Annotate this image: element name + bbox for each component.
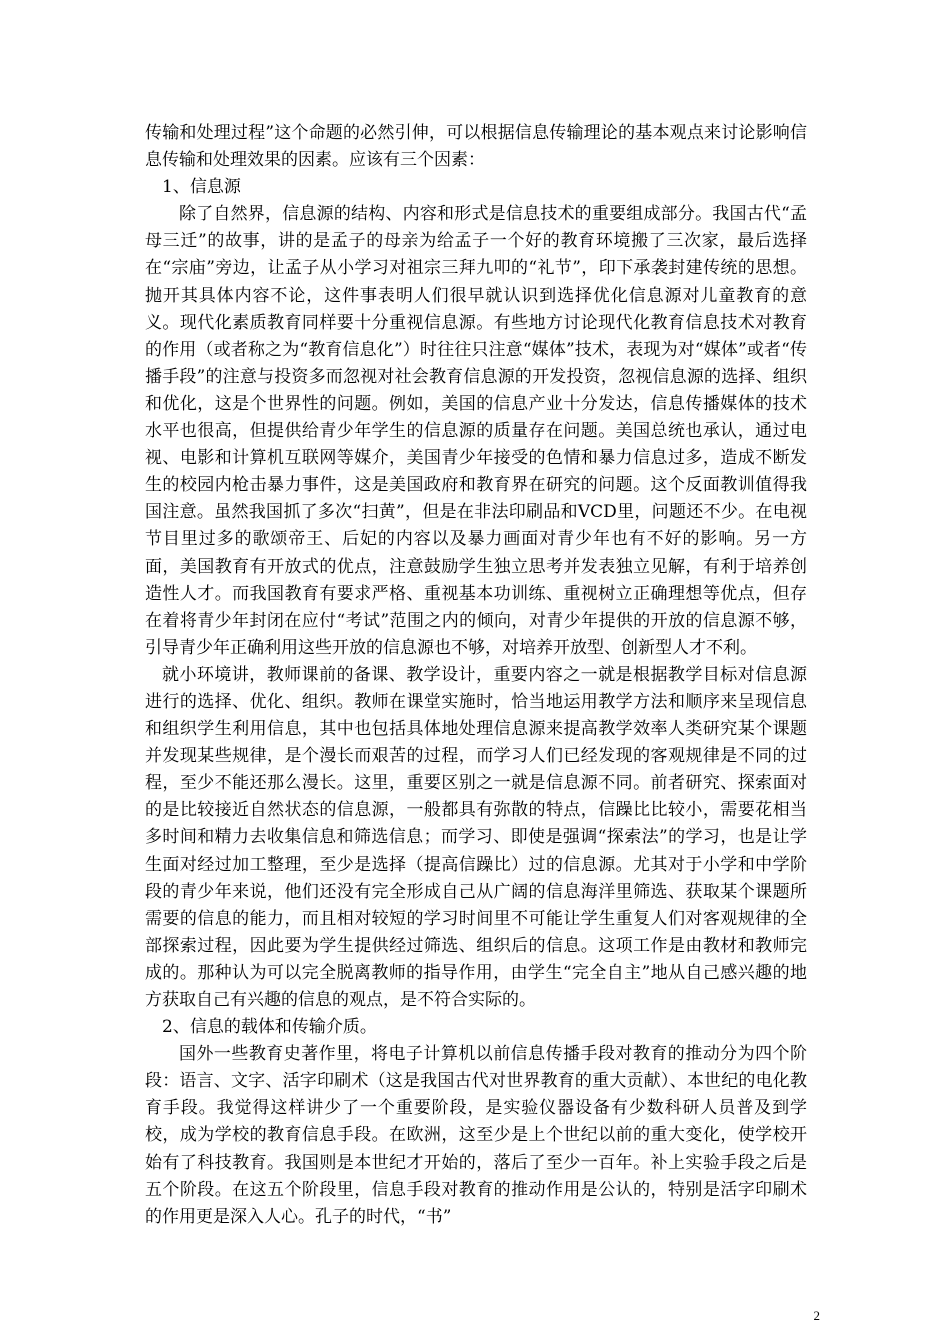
paragraph-carrier-medium: 国外一些教育史著作里，将电子计算机以前信息传播手段对教育的推动分为四个阶段：语言、文字、活字印刷术（这是我国古代对世界教育的重大贡献）、本世纪的电化教育手段。我觉得这样讲少了一个重要阶段，是实验仪器设备有少数科研人员普及到学校，成为学校的教育信息手段。在欧洲，这至少是上个世纪以前的重大变化，使学校开始有了科技教育。我国则是本世纪才开始的，落后了至少一百年。补上实验手段之后是五个阶段。在这五个阶段里，信息手段对教育的推动作用是公认的，特别是活字印刷术的作用更是深入人心。孔子的时代，“书” bbox=[145, 1044, 807, 1227]
section-heading-carrier-medium: 2、信息的载体和传输介质。 bbox=[162, 1017, 377, 1038]
page-number: 2 bbox=[813, 1308, 820, 1323]
document-body bbox=[145, 120, 807, 1231]
section-heading-information-source: 1、信息源 bbox=[162, 177, 241, 198]
paragraph-information-source: 除了自然界，信息源的结构、内容和形式是信息技术的重要组成部分。我国古代“孟母三迁”的故事，讲的是孟子的母亲为给孟子一个好的教育环境搬了三次家，最后选择在“宗庙”旁边，让孟子从小学习对祖宗三拜九叩的“礼节”，印下承袭封建传统的思想。抛开其具体内容不论，这件事表明人们很早就认识到选择优化信息源对儿童教育的意义。现代化素质教育同样要十分重视信息源。有些地方讨论现代化教育信息技术对教育的作用（或者称之为“教育信息化”）时往往只注意“媒体”技术，表现为对“媒体”或者“传播手段”的注意与投资多而忽视对社会教育信息源的开发投资，忽视信息源的选择、组织和优化，这是个世界性的问题。例如，美国的信息产业十分发达，信息传播媒体的技术水平也很高，但提供给青少年学生的信息源的质量存在问题。美国总统也承认，通过电视、电影和计算机互联网等媒介，美国青少年接受的色情和暴力信息过多，造成不断发生的校园内枪击暴力事件，这是美国政府和教育界在研究的问题。这个反面教训值得我国注意。虽然我国抓了多次“扫黄”，但是在非法印刷品和VCD里，问题还不少。在电视节目里过多的歌颂帝王、后妃的内容以及暴力画面对青少年也有不好的影响。另一方面，美国教育有开放式的优点，注意鼓励学生独立思考并发表独立见解，有利于培养创造性人才。而我国教育有要求严格、重视基本功训练、重视树立正确理想等优点，但存在着将青少年封闭在应付“考试”范围之内的倾向，对青少年提供的开放的信息源不够，引导青少年正确利用这些开放的信息源也不够，对培养开放型、创新型人才不利。 bbox=[145, 204, 807, 658]
paragraph-small-environment: 就小环境讲，教师课前的备课、教学设计，重要内容之一就是根据教学目标对信息源进行的选择、优化、组织。教师在课堂实施时，恰当地运用教学方法和顺序来呈现信息和组织学生利用信息，其中也包括具体地处理信息源来提高教学效率人类研究某个课题并发现某些规律，是个漫长而艰苦的过程，而学习人们已经发现的客观规律是不同的过程，至少不能还那么漫长。这里，重要区别之一就是信息源不同。前者研究、探索面对的是比较接近自然状态的信息源，一般都具有弥散的特点，信躁比比较小，需要花相当多时间和精力去收集信息和筛选信息；而学习、即使是强调“探索法”的学习，也是让学生面对经过加工整理，至少是选择（提高信躁比）过的信息源。尤其对于小学和中学阶段的青少年来说，他们还没有完全形成自己从广阔的信息海洋里筛选、获取某个课题所需要的信息的能力，而且相对较短的学习时间里不可能让学生重复人们对客观规律的全部探索过程，因此要为学生提供经过筛选、组织后的信息。这项工作是由教材和教师完成的。那种认为可以完全脱离教师的指导作用，由学生“完全自主”地从自己感兴趣的地方获取自己有兴趣的信息的观点，是不符合实际的。 bbox=[145, 664, 807, 1010]
paragraph-continuation: 传输和处理过程”这个命题的必然引伸，可以根据信息传输理论的基本观点来讨论影响信息传输和处理效果的因素。应该有三个因素： bbox=[145, 123, 807, 171]
